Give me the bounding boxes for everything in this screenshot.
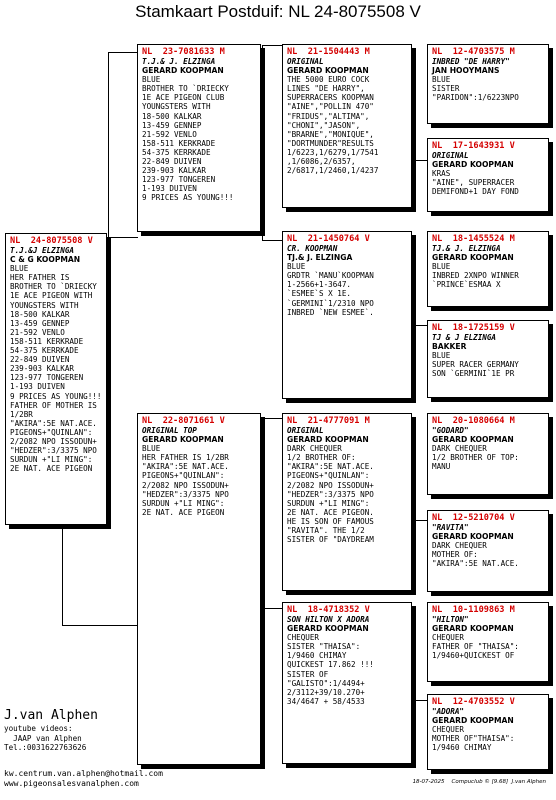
info-line: DARK CHEQUER bbox=[432, 541, 487, 551]
info-line: `ESMEE`S X 1E. bbox=[287, 289, 352, 299]
info-line: HER FATHER IS 1/2BR bbox=[142, 453, 229, 463]
pigeon-name: "HILTON" bbox=[432, 615, 469, 624]
info-line: SON `GERMINI`1E PR bbox=[432, 369, 515, 379]
info-line: BROTHER TO `DRIECKY bbox=[10, 282, 97, 292]
owner-info bbox=[4, 724, 86, 753]
ring-number: NL 24-8075508 V bbox=[10, 236, 93, 246]
pigeon-card-father-father[interactable] bbox=[282, 44, 412, 208]
pigeon-name: "GODARD" bbox=[432, 426, 469, 435]
pigeon-info bbox=[142, 444, 256, 517]
info-line: 1-2566+1-3647. bbox=[287, 280, 352, 290]
info-line: MOTHER OF"THAISA": bbox=[432, 734, 515, 744]
pigeon-name: ORIGINAL bbox=[432, 151, 469, 160]
info-line: 1/2BR bbox=[10, 409, 33, 419]
info-line: "AINE","POLLIN 470" bbox=[287, 102, 374, 112]
ring-number: NL 21-1450764 V bbox=[287, 234, 370, 244]
connector-line bbox=[262, 608, 282, 609]
connector-line bbox=[413, 610, 414, 700]
pigeon-card-fff[interactable] bbox=[427, 44, 549, 124]
info-line: Tel.:0031622763626 bbox=[4, 743, 87, 752]
connector-line bbox=[262, 418, 282, 419]
info-line: 1-193 DUIVEN bbox=[10, 382, 65, 392]
ring-number: NL 12-4703552 V bbox=[432, 697, 515, 707]
ring-number: NL 22-8071661 V bbox=[142, 416, 225, 426]
pigeon-card-mfm[interactable] bbox=[427, 510, 549, 592]
pigeon-name: T.J.& J. ELZINGA bbox=[142, 57, 216, 66]
info-line: CHEQUER bbox=[432, 633, 465, 643]
pigeon-info bbox=[432, 169, 544, 196]
info-line: 239-903 KALKAR bbox=[142, 166, 207, 176]
pigeon-info bbox=[432, 75, 544, 102]
pigeon-name: INBRED "DE HARRY" bbox=[432, 57, 510, 66]
pigeon-name: ORIGINAL TOP bbox=[142, 426, 197, 435]
info-line: BLUE bbox=[432, 351, 451, 361]
info-line: "AKIRA":5E NAT.ACE. bbox=[10, 418, 97, 428]
info-line: 1E ACE PIGEON WITH bbox=[10, 291, 93, 301]
pigeon-name: ORIGINAL bbox=[287, 57, 324, 66]
info-line: "HEDZER":3/3375 NPO bbox=[142, 489, 229, 499]
connector-line bbox=[413, 325, 427, 326]
info-line: 239-903 KALKAR bbox=[10, 364, 75, 374]
connector-line bbox=[413, 700, 427, 701]
info-line: DARK CHEQUER bbox=[287, 444, 342, 454]
info-line: "RAVITA". THE 1/2 bbox=[287, 526, 365, 536]
info-line: www.pigeonsalesvanalphen.com bbox=[4, 779, 139, 788]
connector-line bbox=[413, 240, 414, 325]
info-line: 123-977 TONGEREN bbox=[10, 373, 84, 383]
info-line: youtube videos: bbox=[4, 724, 73, 733]
info-line: ,1/6086,2/6357, bbox=[287, 157, 356, 167]
pigeon-name: CR. KOOPMAN bbox=[287, 244, 338, 253]
info-line: FATHER OF MOTHER IS bbox=[10, 400, 97, 410]
info-line: DARK CHEQUER bbox=[432, 444, 487, 454]
info-line: SURDUN +"LI MING": bbox=[142, 498, 225, 508]
connector-line bbox=[262, 240, 282, 241]
pigeon-info bbox=[432, 262, 544, 289]
ring-number: NL 18-1455524 M bbox=[432, 234, 515, 244]
footer-note: 18-07-2025 Compuclub © [9.68] J.van Alphen bbox=[412, 779, 546, 785]
info-line: DEMIFOND+1 DAY FOND bbox=[432, 187, 519, 197]
info-line: 2/6817,1/2460,1/4237 bbox=[287, 166, 379, 176]
pigeon-name: SON HILTON X ADORA bbox=[287, 615, 370, 624]
ring-number: NL 10-1109863 M bbox=[432, 605, 515, 615]
ring-number: NL 18-4718352 V bbox=[287, 605, 370, 615]
pigeon-info bbox=[432, 444, 544, 471]
pigeon-card-main[interactable] bbox=[5, 233, 107, 525]
info-line: BLUE bbox=[10, 264, 29, 274]
info-line: 1/9460 CHIMAY bbox=[432, 743, 492, 753]
info-line: BLUE bbox=[142, 444, 161, 454]
info-line: SUPER RACER GERMANY bbox=[432, 360, 519, 370]
info-line: `GERMINI`1/2310 NPO bbox=[287, 298, 374, 308]
info-line: KRAS bbox=[432, 169, 451, 179]
info-line: BLUE bbox=[432, 75, 451, 85]
connector-line bbox=[62, 625, 138, 626]
page-title: Stamkaart Postduif: NL 24-8075508 V bbox=[135, 2, 421, 21]
info-line: 2/2082 NPO ISSODUN+ bbox=[10, 436, 97, 446]
info-line: 123-977 TONGEREN bbox=[142, 175, 216, 185]
pigeon-card-mff[interactable] bbox=[427, 413, 549, 495]
pigeon-name: "RAVITA" bbox=[432, 523, 469, 532]
info-line: CHEQUER bbox=[287, 633, 320, 643]
breeder-name: GERARD KOOPMAN bbox=[287, 435, 369, 445]
info-line: CHEQUER bbox=[432, 725, 465, 735]
info-line: "FRIDUS","ALTIMA", bbox=[287, 111, 370, 121]
info-line: HER FATHER IS bbox=[10, 273, 70, 283]
pigeon-info bbox=[287, 444, 407, 544]
info-line: YOUNGSTERS WITH bbox=[10, 300, 79, 310]
info-line: "BRARNE","MONIQUE", bbox=[287, 129, 374, 139]
ring-number: NL 21-1504443 M bbox=[287, 47, 370, 57]
ring-number: NL 12-4703575 M bbox=[432, 47, 515, 57]
info-line: 158-511 KERKRADE bbox=[10, 336, 84, 346]
pigeon-info bbox=[432, 725, 544, 752]
connector-line bbox=[413, 520, 427, 521]
ring-number: NL 20-1080664 M bbox=[432, 416, 515, 426]
breeder-name: GERARD KOOPMAN bbox=[142, 66, 224, 76]
info-line: BLUE bbox=[142, 75, 161, 85]
connector-line bbox=[413, 420, 414, 520]
pigeon-card-mmm[interactable] bbox=[427, 694, 549, 770]
breeder-name: JAN HOOYMANS bbox=[432, 66, 500, 76]
info-line: 1/6223,1/6279,1/7541 bbox=[287, 147, 379, 157]
info-line: QUICKEST 17.862 !!! bbox=[287, 660, 374, 670]
info-line: HE IS SON OF FAMOUS bbox=[287, 516, 374, 526]
info-line: "AKIRA":5E NAT.ACE. bbox=[432, 559, 519, 569]
pigeon-info bbox=[287, 262, 407, 317]
info-line: 18-500 KALKAR bbox=[142, 111, 202, 121]
pigeon-card-mother-father[interactable] bbox=[282, 413, 412, 591]
info-line: 1/2 BROTHER OF TOP: bbox=[432, 453, 519, 463]
info-line: 1-193 DUIVEN bbox=[142, 184, 197, 194]
info-line: "HEDZER":3/3375 NPO bbox=[10, 446, 97, 456]
connector-line bbox=[62, 525, 63, 625]
breeder-name: TJ.& J. ELZINGA bbox=[287, 253, 353, 263]
pigeon-name: TJ.& J. ELZINGA bbox=[432, 244, 501, 253]
pigeon-info bbox=[287, 75, 407, 175]
info-line: SISTER OF bbox=[287, 669, 329, 679]
info-line: 2E NAT. ACE PIGEON bbox=[10, 464, 93, 474]
pigeon-info bbox=[432, 633, 544, 660]
info-line: 2/2082 NPO ISSODUN+ bbox=[142, 480, 229, 490]
info-line: PIGEONS+"QUINLAN": bbox=[142, 471, 225, 481]
pigeon-name: TJ & J ELZINGA bbox=[432, 333, 497, 342]
info-line: SISTER "THAISA": bbox=[287, 642, 361, 652]
breeder-name: C & G KOOPMAN bbox=[10, 255, 81, 265]
contact-info[interactable] bbox=[4, 769, 163, 789]
info-line: 1E ACE PIGEON CLUB bbox=[142, 93, 225, 103]
info-line: "PARIDON":1/6223NPO bbox=[432, 93, 519, 103]
info-line: 1/9460 CHIMAY bbox=[287, 651, 347, 661]
info-line: 22-849 DUIVEN bbox=[10, 355, 70, 365]
ring-number: NL 23-7081633 M bbox=[142, 47, 225, 57]
info-line: 2/3112+39/10.270+ bbox=[287, 687, 365, 697]
pigeon-info bbox=[142, 75, 256, 202]
info-line: `PRINCE`ESMAA X bbox=[432, 280, 501, 290]
info-line: MOTHER OF: bbox=[432, 550, 478, 560]
breeder-name: GERARD KOOPMAN bbox=[432, 716, 514, 726]
info-line: 2E NAT. ACE PIGEON bbox=[142, 507, 225, 517]
pigeon-card-mother-mother[interactable] bbox=[282, 602, 412, 764]
info-line: BROTHER TO `DRIECKY bbox=[142, 84, 229, 94]
ring-number: NL 17-1643931 V bbox=[432, 141, 515, 151]
info-line: MANU bbox=[432, 462, 451, 472]
info-line: SISTER bbox=[432, 84, 460, 94]
info-line: "AKIRA":5E NAT.ACE. bbox=[287, 462, 374, 472]
info-line: "AKIRA":5E NAT.ACE. bbox=[142, 462, 229, 472]
info-line: 18-500 KALKAR bbox=[10, 309, 70, 319]
connector-line bbox=[262, 45, 282, 46]
breeder-name: GERARD KOOPMAN bbox=[142, 435, 224, 445]
info-line: INBRED `NEW ESMEE`. bbox=[287, 307, 374, 317]
info-line: GRDTR `MANU`KOOPMAN bbox=[287, 271, 374, 281]
info-line: "DORTMUNDER"RESULTS bbox=[287, 138, 374, 148]
info-line: 34/4647 + 58/4533 bbox=[287, 696, 365, 706]
ring-number: NL 21-4777091 M bbox=[287, 416, 370, 426]
info-line: 2/2082 NPO ISSODUN+ bbox=[287, 480, 374, 490]
info-line: 1/2 BROTHER OF: bbox=[287, 453, 356, 463]
breeder-name: GERARD KOOPMAN bbox=[432, 160, 514, 170]
pigeon-name: "ADORA" bbox=[432, 707, 465, 716]
pigeon-card-mother[interactable] bbox=[137, 413, 261, 765]
info-line: PIGEONS+"QUINLAN": bbox=[287, 471, 370, 481]
breeder-name: GERARD KOOPMAN bbox=[287, 624, 369, 634]
info-line: 22-849 DUIVEN bbox=[142, 157, 202, 167]
info-line: "HEDZER":3/3375 NPO bbox=[287, 489, 374, 499]
pigeon-card-father-mother[interactable] bbox=[282, 231, 412, 399]
pigeon-name: ORIGINAL bbox=[287, 426, 324, 435]
connector-line bbox=[108, 237, 138, 238]
info-line: 21-592 VENLO bbox=[10, 327, 65, 337]
connector-line bbox=[413, 160, 427, 161]
info-line: LINES "DE HARRY", bbox=[287, 84, 365, 94]
pigeon-info bbox=[287, 633, 407, 706]
info-line: 13-459 GENNEP bbox=[142, 120, 202, 130]
info-line: PIGEONS+"QUINLAN": bbox=[10, 427, 93, 437]
pigeon-card-ffm[interactable] bbox=[427, 138, 549, 212]
breeder-name: GERARD KOOPMAN bbox=[432, 532, 514, 542]
breeder-name: GERARD KOOPMAN bbox=[432, 624, 514, 634]
pigeon-name: T.J.&J ELZINGA bbox=[10, 246, 75, 255]
info-line: 21-592 VENLO bbox=[142, 129, 197, 139]
info-line: 9 PRICES AS YOUNG!!! bbox=[142, 193, 234, 203]
info-line: kw.centrum.van.alphen@hotmail.com bbox=[4, 769, 163, 778]
info-line: 9 PRICES AS YOUNG!!! bbox=[10, 391, 102, 401]
owner-name: J.van Alphen bbox=[4, 708, 98, 723]
info-line: 2E NAT. ACE PIGEON. bbox=[287, 507, 374, 517]
connector-line bbox=[262, 418, 263, 608]
breeder-name: BAKKER bbox=[432, 342, 467, 352]
connector-line bbox=[262, 45, 263, 240]
pigeon-card-father[interactable] bbox=[137, 44, 261, 232]
info-line: "AINE", SUPERRACER bbox=[432, 178, 515, 188]
info-line: FATHER OF "THAISA": bbox=[432, 642, 519, 652]
info-line: "CHONI","JASON", bbox=[287, 120, 361, 130]
info-line: "GALISTO":1/4494+ bbox=[287, 678, 365, 688]
pigeon-card-fmf[interactable] bbox=[427, 231, 549, 307]
breeder-name: GERARD KOOPMAN bbox=[432, 435, 514, 445]
info-line: JAAP van Alphen bbox=[4, 733, 82, 743]
pigeon-card-fmm[interactable] bbox=[427, 320, 549, 398]
info-line: SISTER OF "DAYDREAM bbox=[287, 535, 374, 545]
info-line: SUPERRACERS KOOPMAN bbox=[287, 93, 374, 103]
info-line: 158-511 KERKRADE bbox=[142, 138, 216, 148]
info-line: YOUNGSTERS WITH bbox=[142, 102, 211, 112]
info-line: 54-375 KERRKADE bbox=[10, 346, 79, 356]
info-line: BLUE bbox=[432, 262, 451, 272]
connector-line bbox=[413, 50, 414, 160]
info-line: 54-375 KERRKADE bbox=[142, 147, 211, 157]
connector-line bbox=[108, 52, 138, 53]
ring-number: NL 12-5210704 V bbox=[432, 513, 515, 523]
pigeon-info bbox=[10, 264, 102, 473]
connector-line bbox=[108, 52, 109, 244]
info-line: SURDUN +"LI MING": bbox=[10, 455, 93, 465]
info-line: 13-459 GENNEP bbox=[10, 318, 70, 328]
info-line: THE 5000 EURO COCK bbox=[287, 75, 370, 85]
info-line: BLUE bbox=[287, 262, 306, 272]
pigeon-card-mmf[interactable] bbox=[427, 602, 549, 682]
info-line: 1/9460+QUICKEST OF bbox=[432, 651, 515, 661]
breeder-name: GERARD KOOPMAN bbox=[287, 66, 369, 76]
info-line: INBRED 2XNPO WINNER bbox=[432, 271, 519, 281]
pigeon-info bbox=[432, 351, 544, 378]
ring-number: NL 18-1725159 V bbox=[432, 323, 515, 333]
breeder-name: GERARD KOOPMAN bbox=[432, 253, 514, 263]
pigeon-info bbox=[432, 541, 544, 568]
info-line: SURDUN +"LI MING": bbox=[287, 498, 370, 508]
